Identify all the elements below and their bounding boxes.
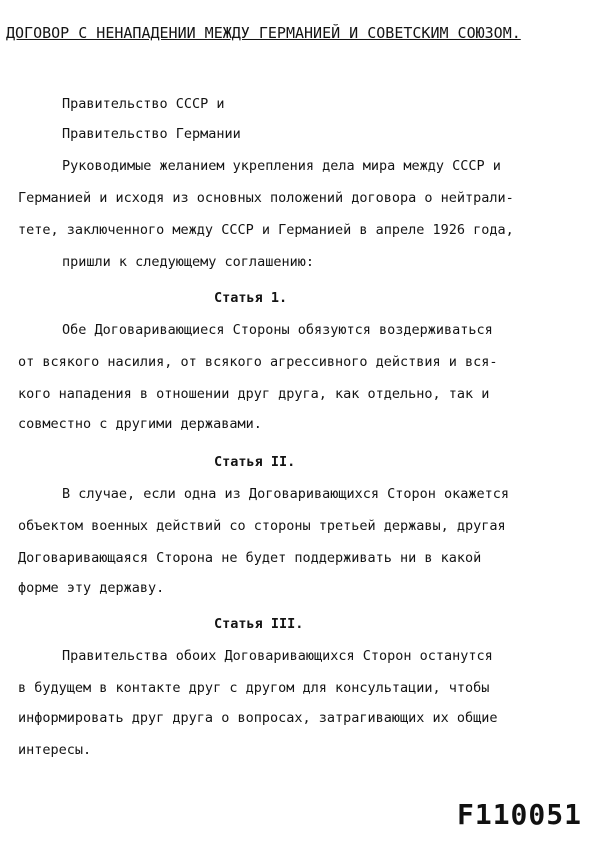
article-2-line: Договаривающаяся Сторона не будет поддерживать ни в какой [18,550,482,566]
preamble-party-1: Правительство СССР и [62,96,225,112]
article-3-heading: Статья III. [214,616,304,632]
article-3-line: в будущем в контакте друг с другом для консультации, чтобы [18,680,490,696]
article-1-line: от всякого насилия, от всякого агрессивного действия и вся- [18,354,498,370]
preamble-line: Германией и исходя из основных положений договора о нейтрали- [18,190,514,206]
article-1-line: кого нападения в отношении друг друга, как отдельно, так и [18,386,490,402]
article-1-heading: Статья 1. [214,290,288,306]
preamble-party-2: Правительство Германии [62,126,241,142]
preamble-line: пришли к следующему соглашению: [62,254,314,270]
preamble-line: тете, заключенного между СССР и Германией в апреле 1926 года, [18,222,514,238]
article-1-line: Обе Договаривающиеся Стороны обязуются воздерживаться [62,322,493,338]
article-3-line: интересы. [18,742,92,758]
article-3-line: информировать друг друга о вопросах, затрагивающих их общие [18,710,498,726]
archive-code: F110051 [456,798,582,831]
document-title: ДОГОВОР С НЕНАПАДЕНИИ МЕЖДУ ГЕРМАНИЕЙ И СОВЕТСКИМ СОЮЗОМ. [6,24,521,42]
article-3-line: Правительства обоих Договаривающихся Сторон останутся [62,648,493,664]
article-2-line: форме эту державу. [18,580,165,596]
article-1-line: совместно с другими державами. [18,416,262,432]
article-2-line: В случае, если одна из Договаривающихся Сторон окажется [62,486,510,502]
preamble-line: Руководимые желанием укрепления дела мира между СССР и [62,158,501,174]
article-2-line: объектом военных действий со стороны третьей державы, другая [18,518,506,534]
article-2-heading: Статья II. [214,454,296,470]
